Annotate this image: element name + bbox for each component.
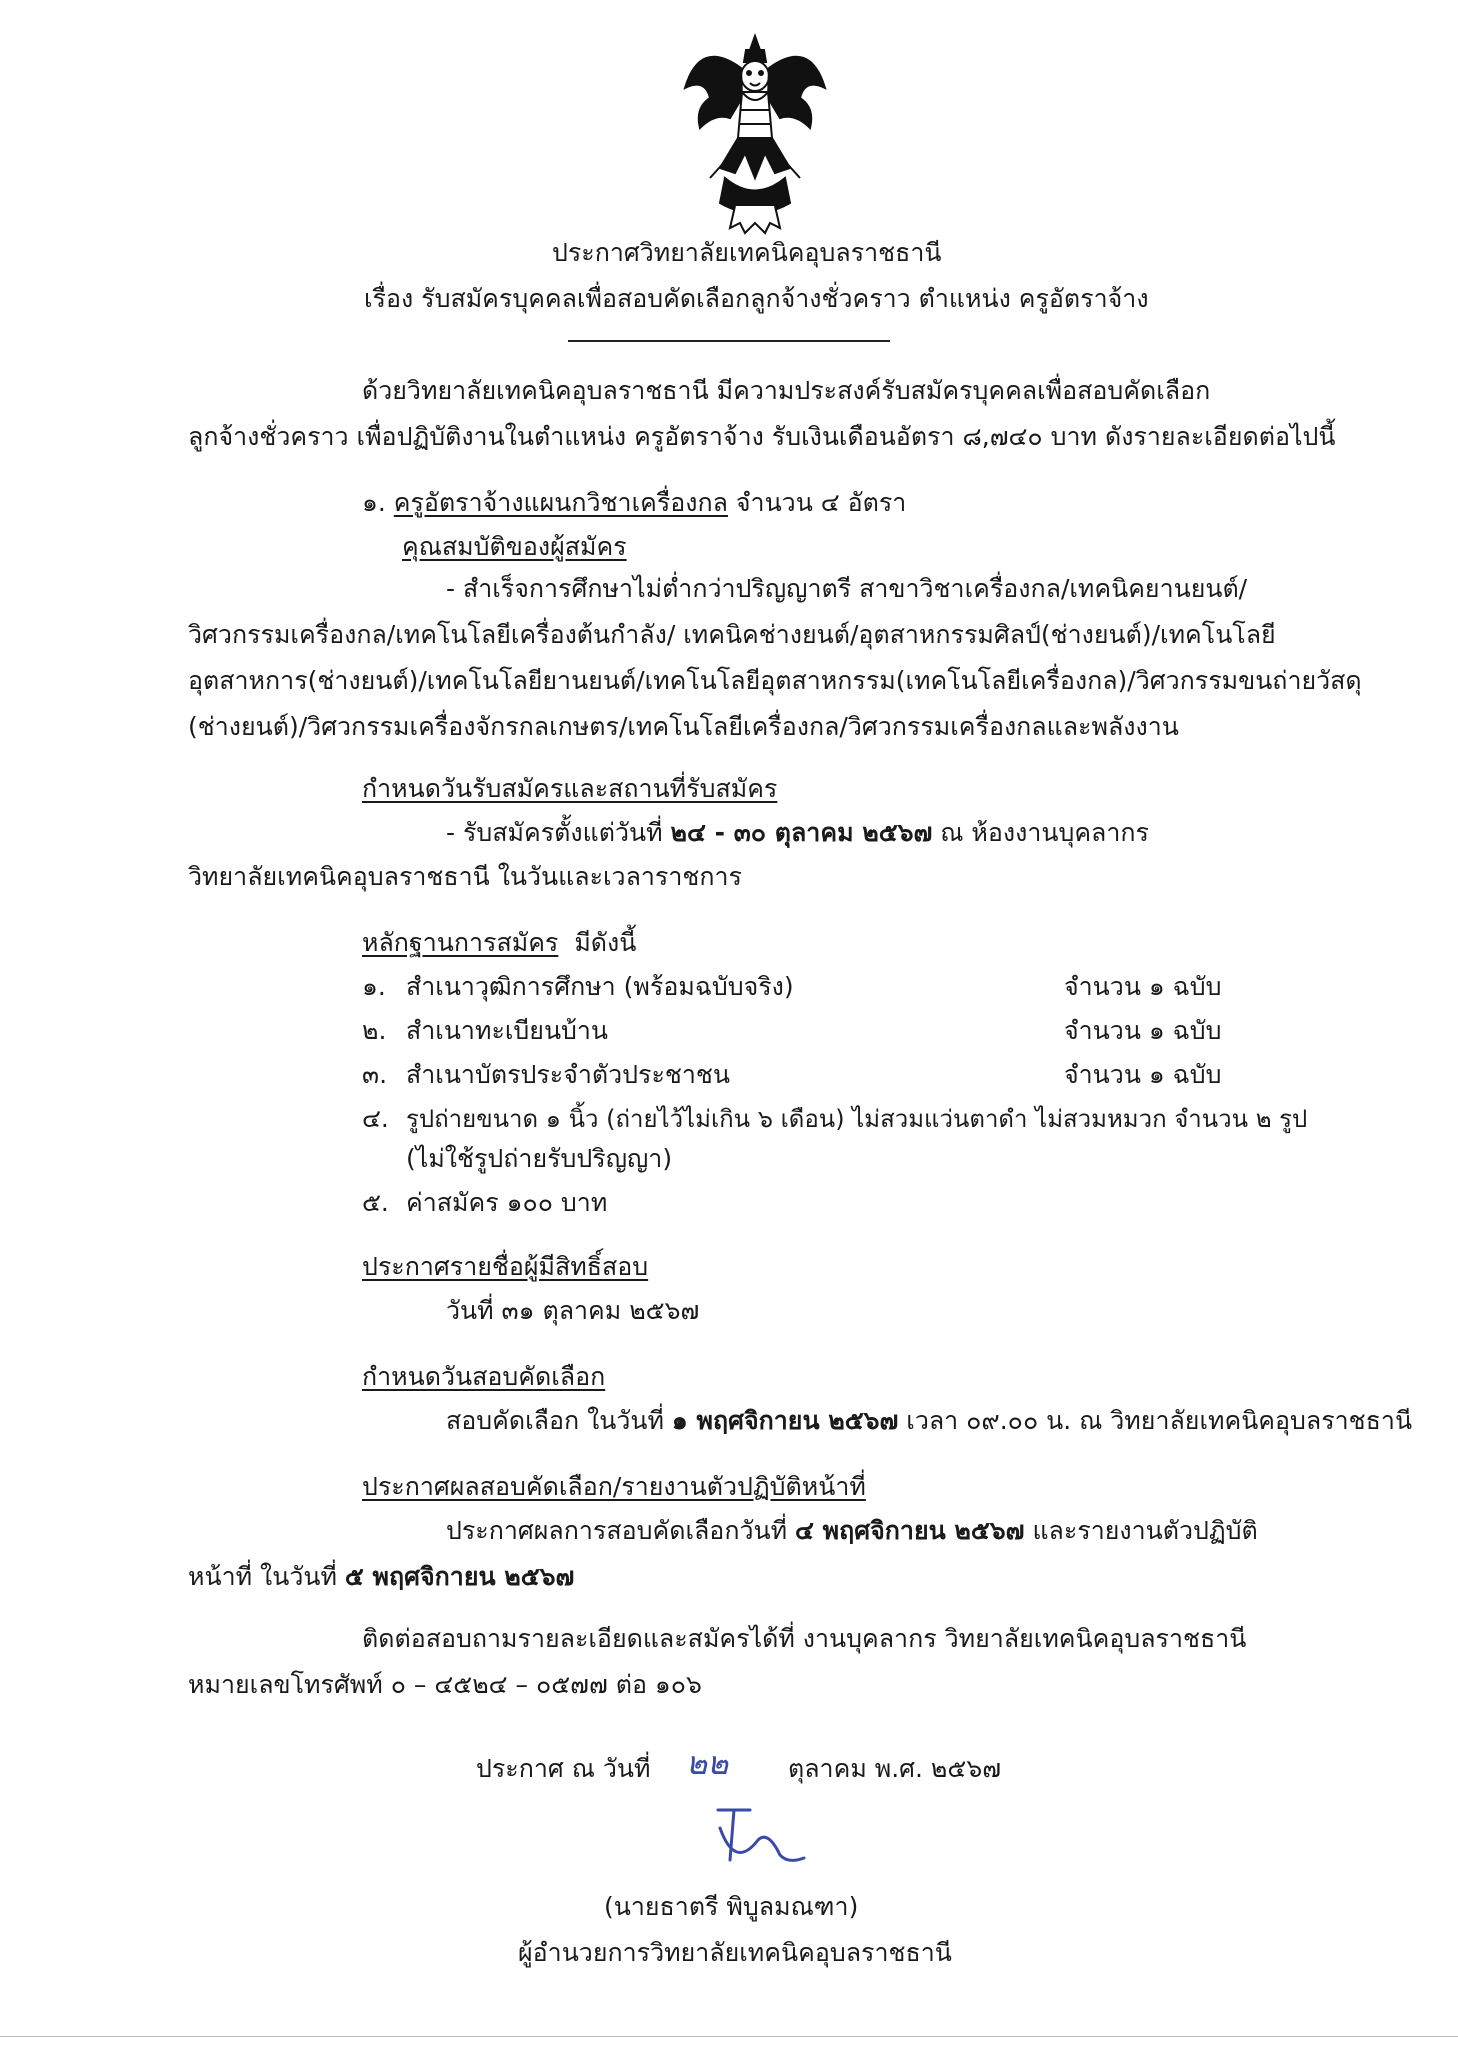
document-item-1-text: สำเนาวุฒิการศึกษา (พร้อมฉบับจริง)	[406, 972, 794, 1001]
result-line-1	[446, 1514, 1258, 1548]
application-line-1	[446, 816, 1149, 850]
position-heading	[362, 486, 906, 520]
position-title: ครูอัตราจ้างแผนกวิชาเครื่องกล	[393, 488, 728, 517]
signature-icon	[700, 1800, 810, 1870]
title-divider	[568, 340, 890, 342]
documents-heading-row	[362, 926, 636, 960]
announce-date-prefix: ประกาศ ณ วันที่	[476, 1754, 651, 1783]
signatory-name: (นายธาตรี พิบูลมณฑา)	[604, 1892, 859, 1921]
document-item-5-num: ๕.	[362, 1188, 389, 1217]
report-prefix: หน้าที่ ในวันที่	[188, 1562, 337, 1591]
document-item-3-text: สำเนาบัตรประจำตัวประชาชน	[406, 1060, 730, 1089]
documents-heading-suffix: มีดังนี้	[574, 928, 637, 957]
intro-line-1: ด้วยวิทยาลัยเทคนิคอุบลราชธานี มีความประสงค์รับสมัครบุคคลเพื่อสอบคัดเลือก	[362, 376, 1211, 405]
document-item-2-text: สำเนาทะเบียนบ้าน	[406, 1016, 609, 1045]
position-count: จำนวน ๔ อัตรา	[735, 488, 907, 517]
exam-line	[446, 1404, 1412, 1438]
announce-date-suffix: ตุลาคม พ.ศ. ๒๕๖๗	[788, 1754, 1002, 1783]
document-item-3-num: ๓.	[362, 1060, 388, 1089]
qualification-line-3: อุตสาหการ(ช่างยนต์)/เทคโนโลยียานยนต์/เทคโนโลยีอุตสาหกรรม(เทคโนโลยีเครื่องกล)/วิศวกรรมขนถ่ายวัสดุ	[188, 666, 1362, 695]
report-date: ๕ พฤศจิกายน ๒๕๖๗	[344, 1562, 575, 1591]
garuda-emblem-icon	[680, 28, 830, 238]
application-line-2: วิทยาลัยเทคนิคอุบลราชธานี ในวันและเวลาราชการ	[188, 862, 742, 891]
intro-line-2: ลูกจ้างชั่วคราว เพื่อปฏิบัติงานในตำแหน่ง ครูอัตราจ้าง รับเงินเดือนอัตรา ๘,๗๔๐ บาท ดังรายละเอียดต่อไปนี้	[188, 422, 1336, 451]
qualification-line-4: (ช่างยนต์)/วิศวกรรมเครื่องจักรกลเกษตร/เทคโนโลยีเครื่องกล/วิศวกรรมเครื่องกลและพลังงาน	[188, 712, 1179, 741]
signatory-title: ผู้อำนวยการวิทยาลัยเทคนิคอุบลราชธานี	[518, 1938, 952, 1967]
eligible-date: วันที่ ๓๑ ตุลาคม ๒๕๖๗	[446, 1296, 700, 1325]
qualification-line-2: วิศวกรรมเครื่องกล/เทคโนโลยีเครื่องต้นกำลัง/ เทคนิคช่างยนต์/อุตสาหกรรมศิลป์(ช่างยนต์)/เทคโนโลยี	[188, 620, 1276, 649]
qualification-line-1: - สำเร็จการศึกษาไม่ต่ำกว่าปริญญาตรี สาขาวิชาเครื่องกล/เทคนิคยานยนต์/	[446, 574, 1248, 603]
exam-prefix: สอบคัดเลือก ในวันที่	[446, 1406, 664, 1435]
position-number: ๑.	[362, 488, 386, 517]
documents-heading: หลักฐานการสมัคร	[362, 928, 559, 957]
announcement-title: ประกาศวิทยาลัยเทคนิคอุบลราชธานี	[552, 238, 942, 267]
result-suffix: และรายงานตัวปฏิบัติ	[1032, 1516, 1258, 1545]
application-dates: ๒๔ - ๓๐ ตุลาคม ๒๕๖๗	[670, 818, 933, 847]
application-heading: กำหนดวันรับสมัครและสถานที่รับสมัคร	[362, 774, 778, 803]
document-item-4-num: ๔.	[362, 1104, 389, 1133]
document-item-4-text: รูปถ่ายขนาด ๑ นิ้ว (ถ่ายไว้ไม่เกิน ๖ เดือน) ไม่สวมแว่นตาดำ ไม่สวมหมวก จำนวน ๒ รูป	[406, 1105, 1308, 1133]
announcement-subject: เรื่อง รับสมัครบุคคลเพื่อสอบคัดเลือกลูกจ้างชั่วคราว ตำแหน่ง ครูอัตราจ้าง	[364, 284, 1149, 313]
contact-line-1: ติดต่อสอบถามรายละเอียดและสมัครได้ที่ งานบุคลากร วิทยาลัยเทคนิคอุบลราชธานี	[362, 1624, 1247, 1653]
document-item-2-num: ๒.	[362, 1016, 387, 1045]
document-item-1-num: ๑.	[362, 972, 386, 1001]
document-item-3-qty: จำนวน ๑ ฉบับ	[1064, 1060, 1222, 1089]
application-prefix: - รับสมัครตั้งแต่วันที่	[446, 818, 663, 847]
application-location: ณ ห้องงานบุคลากร	[940, 818, 1149, 847]
exam-heading: กำหนดวันสอบคัดเลือก	[362, 1362, 606, 1391]
result-date: ๔ พฤศจิกายน ๒๕๖๗	[795, 1516, 1025, 1545]
document-item-1-qty: จำนวน ๑ ฉบับ	[1064, 972, 1222, 1001]
announce-day-handwritten: ๒๒	[686, 1744, 729, 1782]
result-prefix: ประกาศผลการสอบคัดเลือกวันที่	[446, 1516, 788, 1545]
exam-suffix: เวลา ๐๙.๐๐ น. ณ วิทยาลัยเทคนิคอุบลราชธานี	[906, 1406, 1413, 1435]
result-line-2	[188, 1560, 574, 1594]
document-item-4-note: (ไม่ใช้รูปถ่ายรับปริญญา)	[406, 1144, 673, 1173]
exam-date: ๑ พฤศจิกายน ๒๕๖๗	[671, 1406, 899, 1435]
qualifications-heading: คุณสมบัติของผู้สมัคร	[402, 532, 627, 561]
contact-line-2: หมายเลขโทรศัพท์ ๐ – ๔๕๒๔ – ๐๕๗๗ ต่อ ๑๐๖	[188, 1670, 702, 1699]
document-item-5-text: ค่าสมัคร ๑๐๐ บาท	[406, 1188, 608, 1217]
result-heading: ประกาศผลสอบคัดเลือก/รายงานตัวปฏิบัติหน้าที่	[362, 1472, 866, 1501]
document-item-2-qty: จำนวน ๑ ฉบับ	[1064, 1016, 1222, 1045]
eligible-heading: ประกาศรายชื่อผู้มีสิทธิ์สอบ	[362, 1252, 649, 1281]
page-bottom-edge	[0, 2036, 1458, 2037]
